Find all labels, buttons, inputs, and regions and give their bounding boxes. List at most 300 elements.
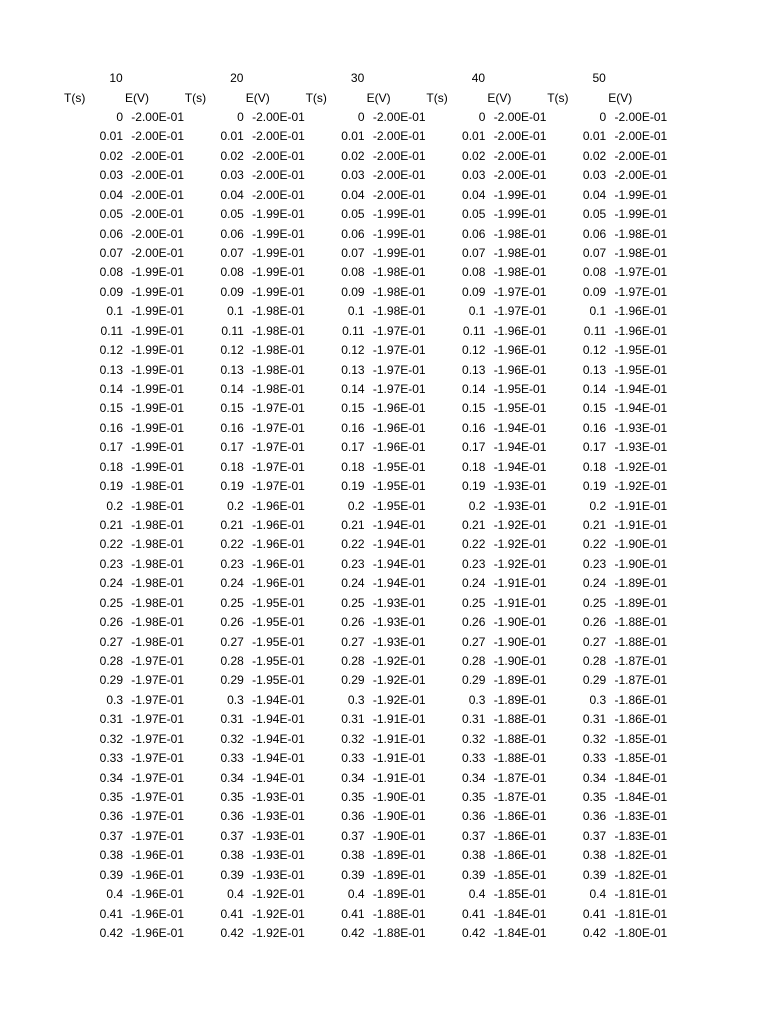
time-cell: 0.38 (462, 848, 486, 863)
voltage-cell: -1.93E-01 (372, 595, 426, 610)
voltage-cell: -1.84E-01 (614, 770, 668, 785)
time-cell: 0.02 (220, 148, 244, 163)
voltage-cell: -1.98E-01 (131, 498, 184, 513)
time-cell: 0.05 (462, 207, 486, 222)
time-cell: 0.37 (99, 828, 123, 843)
voltage-cell: -1.97E-01 (493, 304, 547, 319)
time-cell: 0.28 (99, 654, 123, 669)
voltage-cell: -1.94E-01 (493, 459, 547, 474)
voltage-cell: -1.99E-01 (252, 284, 305, 299)
voltage-cell: -1.95E-01 (614, 343, 668, 358)
voltage-cell: -1.96E-01 (131, 906, 184, 921)
voltage-cell: -1.97E-01 (131, 712, 184, 727)
voltage-cell: -1.99E-01 (372, 246, 426, 260)
voltage-cell: -1.95E-01 (252, 634, 305, 649)
voltage-cell: -1.82E-01 (614, 867, 668, 882)
time-cell: 0.34 (341, 770, 365, 785)
time-cell: 0.06 (582, 226, 607, 241)
voltage-cell: -2.00E-01 (493, 129, 547, 144)
time-cell: 0.2 (589, 498, 607, 513)
voltage-cell: -1.93E-01 (493, 479, 547, 494)
voltage-cell: -1.85E-01 (493, 887, 547, 902)
voltage-cell: -1.96E-01 (372, 440, 426, 455)
time-cell: 0.41 (582, 906, 607, 921)
voltage-cell: -1.93E-01 (493, 498, 547, 513)
time-cell: 0.33 (99, 751, 123, 766)
voltage-cell: -1.98E-01 (493, 246, 547, 260)
voltage-cell: -1.95E-01 (252, 595, 305, 610)
voltage-cell: -1.88E-01 (493, 712, 547, 727)
voltage-cell: -1.99E-01 (131, 362, 184, 377)
voltage-cell: -1.99E-01 (131, 382, 184, 397)
time-cell: 0.21 (462, 518, 486, 533)
time-cell: 0.04 (341, 187, 365, 202)
time-cell: 0 (237, 110, 244, 124)
time-cell: 0.41 (462, 906, 486, 921)
series-header: 10 (109, 71, 123, 85)
voltage-cell: -1.99E-01 (131, 420, 184, 435)
voltage-cell: -2.00E-01 (131, 148, 184, 163)
voltage-cell: -1.97E-01 (252, 459, 305, 474)
voltage-cell: -1.87E-01 (493, 770, 547, 785)
voltage-cell: -2.00E-01 (372, 168, 426, 183)
time-cell: 0 (357, 110, 365, 124)
time-cell: 0.24 (582, 576, 607, 591)
time-cell: 0.37 (462, 828, 486, 843)
column-label-e: E(V) (366, 91, 391, 105)
time-cell: 0.25 (462, 595, 486, 610)
time-cell: 0.29 (582, 673, 607, 688)
time-cell: 0.12 (99, 343, 123, 358)
time-cell: 0.34 (99, 770, 123, 785)
time-cell: 0.13 (582, 362, 607, 377)
voltage-cell: -1.94E-01 (614, 401, 668, 416)
voltage-cell: -1.99E-01 (252, 246, 305, 260)
time-cell: 0.35 (341, 790, 365, 805)
voltage-cell: -2.00E-01 (614, 168, 668, 183)
voltage-cell: -1.85E-01 (614, 731, 668, 746)
voltage-cell: -1.98E-01 (372, 284, 426, 299)
voltage-cell: -1.97E-01 (372, 362, 426, 377)
voltage-cell: -1.84E-01 (493, 906, 547, 921)
time-cell: 0.19 (341, 479, 365, 494)
time-cell: 0.12 (341, 343, 365, 358)
time-cell: 0 (478, 110, 486, 124)
voltage-cell: -1.96E-01 (252, 498, 305, 513)
time-cell: 0.01 (341, 129, 365, 144)
time-cell: 0.39 (99, 867, 123, 882)
time-cell: 0.32 (341, 731, 365, 746)
voltage-cell: -1.97E-01 (252, 420, 305, 435)
time-cell: 0.33 (220, 751, 244, 766)
voltage-cell: -1.97E-01 (131, 828, 184, 843)
time-cell: 0.05 (341, 207, 365, 222)
voltage-cell: -2.00E-01 (131, 168, 184, 183)
voltage-cell: -1.88E-01 (372, 926, 426, 941)
time-cell: 0.15 (220, 401, 244, 416)
voltage-cell: -1.98E-01 (252, 362, 305, 377)
time-cell: 0.21 (220, 518, 244, 533)
voltage-cell: -1.95E-01 (252, 615, 305, 630)
voltage-cell: -1.87E-01 (493, 790, 547, 805)
voltage-cell: -1.97E-01 (372, 382, 426, 397)
voltage-cell: -1.94E-01 (493, 440, 547, 455)
voltage-cell: -1.98E-01 (131, 518, 184, 533)
time-cell: 0.23 (341, 556, 365, 571)
voltage-cell: -1.98E-01 (493, 265, 547, 280)
time-cell: 0.27 (582, 634, 607, 649)
voltage-cell: -2.00E-01 (372, 110, 426, 124)
voltage-cell: -1.92E-01 (614, 459, 668, 474)
voltage-cell: -1.98E-01 (252, 323, 305, 338)
voltage-cell: -1.94E-01 (493, 420, 547, 435)
time-cell: 0.13 (99, 362, 123, 377)
time-cell: 0.28 (462, 654, 486, 669)
time-cell: 0.16 (220, 420, 244, 435)
time-cell: 0.2 (468, 498, 486, 513)
column-label-e: E(V) (245, 91, 270, 105)
time-cell: 0.1 (227, 304, 244, 319)
time-cell: 0.23 (462, 556, 486, 571)
voltage-cell: -1.99E-01 (131, 401, 184, 416)
time-cell: 0.3 (468, 692, 486, 707)
voltage-cell: -2.00E-01 (131, 207, 184, 222)
voltage-cell: -1.98E-01 (131, 576, 184, 591)
voltage-cell: -1.89E-01 (372, 887, 426, 902)
voltage-cell: -1.89E-01 (372, 867, 426, 882)
voltage-cell: -1.98E-01 (252, 304, 305, 319)
voltage-cell: -1.89E-01 (372, 848, 426, 863)
time-cell: 0.19 (99, 479, 123, 494)
voltage-cell: -1.97E-01 (131, 790, 184, 805)
time-cell: 0.08 (341, 265, 365, 280)
voltage-cell: -1.92E-01 (493, 537, 547, 552)
voltage-cell: -1.99E-01 (493, 207, 547, 222)
voltage-cell: -1.97E-01 (131, 731, 184, 746)
voltage-cell: -2.00E-01 (252, 168, 305, 183)
voltage-cell: -1.92E-01 (252, 887, 305, 902)
column-label-t: T(s) (184, 91, 207, 105)
voltage-cell: -1.91E-01 (372, 712, 426, 727)
voltage-cell: -1.93E-01 (252, 867, 305, 882)
voltage-cell: -1.93E-01 (252, 828, 305, 843)
voltage-cell: -1.81E-01 (614, 887, 668, 902)
time-cell: 0.42 (341, 926, 365, 941)
time-cell: 0.03 (582, 168, 607, 183)
time-cell: 0.35 (99, 790, 123, 805)
voltage-cell: -1.99E-01 (252, 207, 305, 222)
voltage-cell: -1.96E-01 (614, 323, 668, 338)
time-cell: 0.35 (582, 790, 607, 805)
voltage-cell: -1.94E-01 (252, 751, 305, 766)
time-cell: 0.1 (347, 304, 365, 319)
time-cell: 0.27 (341, 634, 365, 649)
time-cell: 0.12 (582, 343, 607, 358)
time-cell: 0.14 (99, 382, 123, 397)
time-cell: 0.3 (347, 692, 365, 707)
time-cell: 0.31 (220, 712, 244, 727)
time-cell: 0.13 (220, 362, 244, 377)
voltage-cell: -1.87E-01 (614, 673, 668, 688)
time-cell: 0.39 (582, 867, 607, 882)
time-cell: 0.3 (589, 692, 607, 707)
voltage-cell: -1.99E-01 (131, 459, 184, 474)
time-cell: 0.34 (220, 770, 244, 785)
time-cell: 0.42 (99, 926, 123, 941)
voltage-cell: -1.89E-01 (614, 576, 668, 591)
voltage-cell: -1.96E-01 (131, 848, 184, 863)
time-cell: 0.36 (462, 809, 486, 824)
voltage-cell: -2.00E-01 (614, 129, 668, 144)
time-cell: 0.21 (341, 518, 365, 533)
time-cell: 0.32 (582, 731, 607, 746)
time-cell: 0.22 (582, 537, 607, 552)
time-cell: 0.09 (341, 284, 365, 299)
column-label-e: E(V) (608, 91, 633, 105)
time-cell: 0.16 (341, 420, 365, 435)
time-cell: 0.14 (582, 382, 607, 397)
voltage-cell: -1.92E-01 (372, 673, 426, 688)
voltage-cell: -2.00E-01 (252, 187, 305, 202)
time-cell: 0.06 (99, 226, 123, 241)
time-cell: 0.21 (582, 518, 607, 533)
voltage-cell: -1.99E-01 (493, 187, 547, 202)
voltage-cell: -1.91E-01 (372, 731, 426, 746)
voltage-cell: -1.96E-01 (131, 926, 184, 941)
time-cell: 0.07 (99, 246, 123, 260)
voltage-cell: -1.97E-01 (372, 343, 426, 358)
time-cell: 0.06 (341, 226, 365, 241)
voltage-cell: -1.97E-01 (131, 673, 184, 688)
time-cell: 0.18 (220, 459, 244, 474)
voltage-cell: -1.98E-01 (131, 615, 184, 630)
voltage-cell: -1.83E-01 (614, 828, 668, 843)
time-cell: 0.15 (582, 401, 607, 416)
time-cell: 0.37 (220, 828, 244, 843)
time-cell: 0.29 (220, 673, 244, 688)
voltage-cell: -2.00E-01 (131, 246, 184, 260)
voltage-cell: -1.88E-01 (372, 906, 426, 921)
time-cell: 0.23 (99, 556, 123, 571)
series-header: 30 (350, 71, 365, 85)
time-cell: 0.18 (99, 459, 123, 474)
voltage-cell: -1.85E-01 (493, 867, 547, 882)
voltage-cell: -1.99E-01 (372, 226, 426, 241)
time-cell: 0.42 (582, 926, 607, 941)
time-cell: 0.09 (462, 284, 486, 299)
voltage-cell: -2.00E-01 (493, 168, 547, 183)
voltage-cell: -1.88E-01 (614, 615, 668, 630)
voltage-cell: -1.83E-01 (614, 809, 668, 824)
time-cell: 0.39 (341, 867, 365, 882)
voltage-cell: -1.89E-01 (614, 595, 668, 610)
time-cell: 0.38 (582, 848, 607, 863)
time-cell: 0.25 (99, 595, 123, 610)
voltage-cell: -1.92E-01 (372, 692, 426, 707)
voltage-cell: -1.97E-01 (252, 440, 305, 455)
time-cell: 0.33 (341, 751, 365, 766)
voltage-cell: -1.99E-01 (131, 323, 184, 338)
time-cell: 0.01 (462, 129, 486, 144)
voltage-cell: -1.97E-01 (372, 323, 426, 338)
voltage-cell: -1.99E-01 (131, 284, 184, 299)
voltage-cell: -1.85E-01 (614, 751, 668, 766)
voltage-cell: -1.95E-01 (372, 479, 426, 494)
time-cell: 0.31 (462, 712, 486, 727)
time-cell: 0.4 (227, 887, 244, 902)
voltage-cell: -1.96E-01 (252, 518, 305, 533)
time-cell: 0.07 (341, 246, 365, 260)
voltage-cell: -1.90E-01 (493, 654, 547, 669)
time-cell: 0.24 (462, 576, 486, 591)
time-cell: 0.27 (99, 634, 123, 649)
voltage-cell: -1.81E-01 (614, 906, 668, 921)
time-cell: 0.4 (468, 887, 486, 902)
voltage-cell: -1.90E-01 (614, 537, 668, 552)
time-cell: 0.09 (582, 284, 607, 299)
time-cell: 0.2 (347, 498, 365, 513)
voltage-cell: -1.90E-01 (493, 615, 547, 630)
time-cell: 0.33 (582, 751, 607, 766)
time-cell: 0.32 (220, 731, 244, 746)
time-cell: 0.14 (341, 382, 365, 397)
voltage-cell: -1.92E-01 (614, 479, 668, 494)
time-cell: 0.23 (220, 556, 244, 571)
time-cell: 0.16 (462, 420, 486, 435)
voltage-cell: -1.96E-01 (131, 867, 184, 882)
time-cell: 0.03 (220, 168, 244, 183)
time-cell: 0.07 (462, 246, 486, 260)
time-cell: 0.26 (220, 615, 244, 630)
time-cell: 0.16 (582, 420, 607, 435)
time-cell: 0.26 (99, 615, 123, 630)
voltage-cell: -1.80E-01 (614, 926, 668, 941)
voltage-cell: -1.98E-01 (614, 246, 668, 260)
time-cell: 0.22 (341, 537, 365, 552)
voltage-cell: -1.95E-01 (614, 362, 668, 377)
voltage-cell: -2.00E-01 (614, 110, 668, 124)
time-cell: 0.12 (220, 343, 244, 358)
time-cell: 0.04 (582, 187, 607, 202)
time-cell: 0.35 (220, 790, 244, 805)
time-cell: 0.01 (99, 129, 123, 144)
voltage-cell: -1.91E-01 (372, 770, 426, 785)
time-cell: 0.33 (462, 751, 486, 766)
voltage-cell: -1.98E-01 (131, 556, 184, 571)
time-cell: 0.26 (582, 615, 607, 630)
voltage-cell: -1.84E-01 (614, 790, 668, 805)
voltage-cell: -1.88E-01 (493, 751, 547, 766)
time-cell: 0.23 (582, 556, 607, 571)
time-cell: 0.08 (582, 265, 607, 280)
voltage-cell: -1.98E-01 (131, 537, 184, 552)
time-cell: 0.11 (462, 323, 486, 338)
voltage-cell: -1.98E-01 (372, 304, 426, 319)
time-cell: 0.24 (99, 576, 123, 591)
time-cell: 0.18 (462, 459, 486, 474)
voltage-cell: -1.99E-01 (252, 226, 305, 241)
time-cell: 0.03 (462, 168, 486, 183)
voltage-cell: -1.90E-01 (372, 809, 426, 824)
time-cell: 0.24 (341, 576, 365, 591)
time-cell: 0.41 (99, 906, 123, 921)
voltage-cell: -1.96E-01 (493, 362, 547, 377)
voltage-cell: -1.98E-01 (131, 634, 184, 649)
voltage-cell: -1.96E-01 (252, 576, 305, 591)
voltage-cell: -1.96E-01 (614, 304, 668, 319)
time-cell: 0.25 (582, 595, 607, 610)
time-cell: 0.07 (220, 246, 244, 260)
voltage-cell: -1.89E-01 (493, 673, 547, 688)
voltage-cell: -1.89E-01 (493, 692, 547, 707)
voltage-cell: -2.00E-01 (131, 187, 184, 202)
time-cell: 0.04 (99, 187, 123, 202)
voltage-cell: -1.95E-01 (372, 459, 426, 474)
voltage-cell: -1.87E-01 (614, 654, 668, 669)
voltage-cell: -1.99E-01 (372, 207, 426, 222)
voltage-cell: -1.99E-01 (614, 207, 668, 222)
time-cell: 0.1 (589, 304, 607, 319)
voltage-cell: -1.93E-01 (614, 420, 668, 435)
voltage-cell: -1.94E-01 (372, 518, 426, 533)
time-cell: 0.41 (341, 906, 365, 921)
time-cell: 0.01 (220, 129, 244, 144)
voltage-cell: -1.95E-01 (493, 382, 547, 397)
time-cell: 0.29 (462, 673, 486, 688)
voltage-cell: -1.91E-01 (372, 751, 426, 766)
voltage-cell: -1.94E-01 (372, 576, 426, 591)
time-cell: 0.39 (462, 867, 486, 882)
time-cell: 0.11 (583, 323, 607, 338)
time-cell: 0.09 (220, 284, 244, 299)
time-cell: 0.29 (99, 673, 123, 688)
voltage-cell: -2.00E-01 (252, 129, 305, 144)
voltage-cell: -1.98E-01 (372, 265, 426, 280)
time-cell: 0.28 (341, 654, 365, 669)
voltage-cell: -1.99E-01 (131, 343, 184, 358)
time-cell: 0.4 (347, 887, 365, 902)
time-cell: 0.06 (220, 226, 244, 241)
voltage-cell: -1.92E-01 (252, 906, 305, 921)
voltage-cell: -2.00E-01 (252, 148, 305, 163)
time-cell: 0.19 (582, 479, 607, 494)
time-cell: 0.36 (582, 809, 607, 824)
series-header: 50 (592, 71, 606, 85)
voltage-cell: -1.93E-01 (252, 848, 305, 863)
voltage-cell: -1.93E-01 (252, 809, 305, 824)
time-cell: 0.17 (99, 440, 123, 455)
voltage-cell: -1.94E-01 (372, 537, 426, 552)
time-cell: 0.13 (462, 362, 486, 377)
time-cell: 0.19 (220, 479, 244, 494)
time-cell: 0.36 (220, 809, 244, 824)
voltage-cell: -1.95E-01 (252, 673, 305, 688)
voltage-cell: -1.97E-01 (131, 809, 184, 824)
time-cell: 0.42 (220, 926, 244, 941)
time-cell: 0.31 (99, 712, 123, 727)
voltage-cell: -1.92E-01 (252, 926, 305, 941)
time-cell: 0.4 (106, 887, 123, 902)
voltage-cell: -1.94E-01 (372, 556, 426, 571)
voltage-cell: -1.90E-01 (493, 634, 547, 649)
column-label-e: E(V) (487, 91, 512, 105)
time-cell: 0.06 (462, 226, 486, 241)
voltage-cell: -2.00E-01 (372, 148, 426, 163)
voltage-cell: -2.00E-01 (372, 187, 426, 202)
voltage-cell: -1.91E-01 (493, 576, 547, 591)
time-cell: 0.15 (341, 401, 365, 416)
time-cell: 0.24 (220, 576, 244, 591)
